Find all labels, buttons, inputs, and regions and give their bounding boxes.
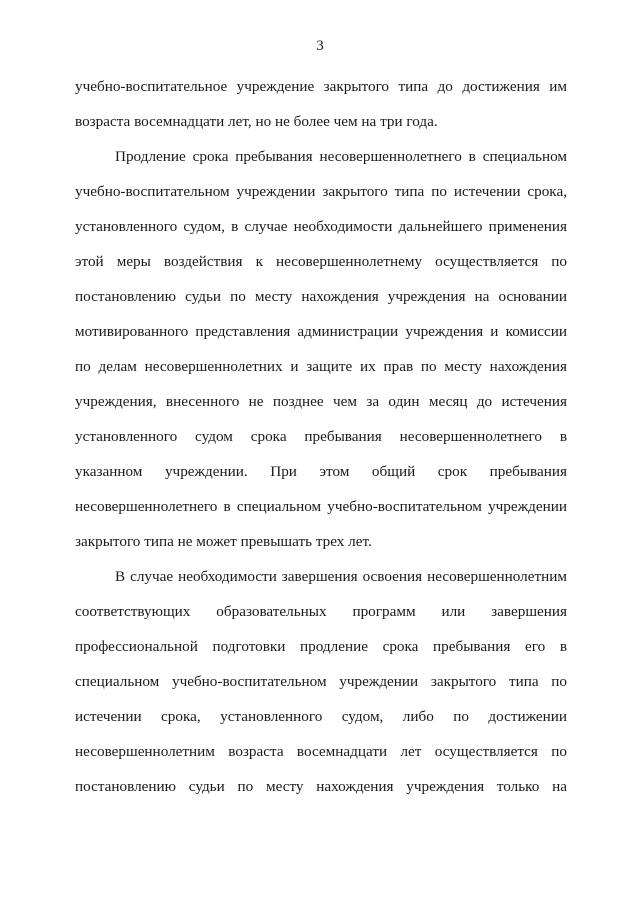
text-line: этой меры воздействия к несовершеннолетнему осуществляется по <box>75 253 567 270</box>
page-number: 3 <box>316 38 324 54</box>
text-line: закрытого типа не может превышать трех лет. <box>75 533 372 550</box>
text-line: установленного судом срока пребывания несовершеннолетнего в <box>75 428 567 445</box>
text-line: специальном учебно-воспитательном учреждении закрытого типа по <box>75 673 567 690</box>
text-line: постановлению судьи по месту нахождения учреждения на основании <box>75 288 567 305</box>
text-line: несовершеннолетнего в специальном учебно-воспитательном учреждении <box>75 498 567 515</box>
text-line: несовершеннолетним возраста восемнадцати лет осуществляется по <box>75 743 567 760</box>
text-line: установленного судом, в случае необходимости дальнейшего применения <box>75 218 567 235</box>
text-line: соответствующих образовательных программ или завершения <box>75 603 567 620</box>
text-line: указанном учреждении. При этом общий срок пребывания <box>75 463 567 480</box>
text-line: истечении срока, установленного судом, либо по достижении <box>75 708 567 725</box>
text-line: учебно-воспитательном учреждении закрытого типа по истечении срока, <box>75 183 567 200</box>
text-line: учреждения, внесенного не позднее чем за один месяц до истечения <box>75 393 567 410</box>
text-line: по делам несовершеннолетних и защите их прав по месту нахождения <box>75 358 567 375</box>
text-line: мотивированного представления администрации учреждения и комиссии <box>75 323 567 340</box>
text-line: профессиональной подготовки продление срока пребывания его в <box>75 638 567 655</box>
text-line: В случае необходимости завершения освоения несовершеннолетним <box>115 568 567 585</box>
text-line: постановлению судьи по месту нахождения учреждения только на <box>75 778 567 795</box>
text-line: Продление срока пребывания несовершеннолетнего в специальном <box>115 148 567 165</box>
text-line: возраста восемнадцати лет, но не более чем на три года. <box>75 113 438 130</box>
text-line: учебно-воспитательное учреждение закрытого типа до достижения им <box>75 78 567 95</box>
